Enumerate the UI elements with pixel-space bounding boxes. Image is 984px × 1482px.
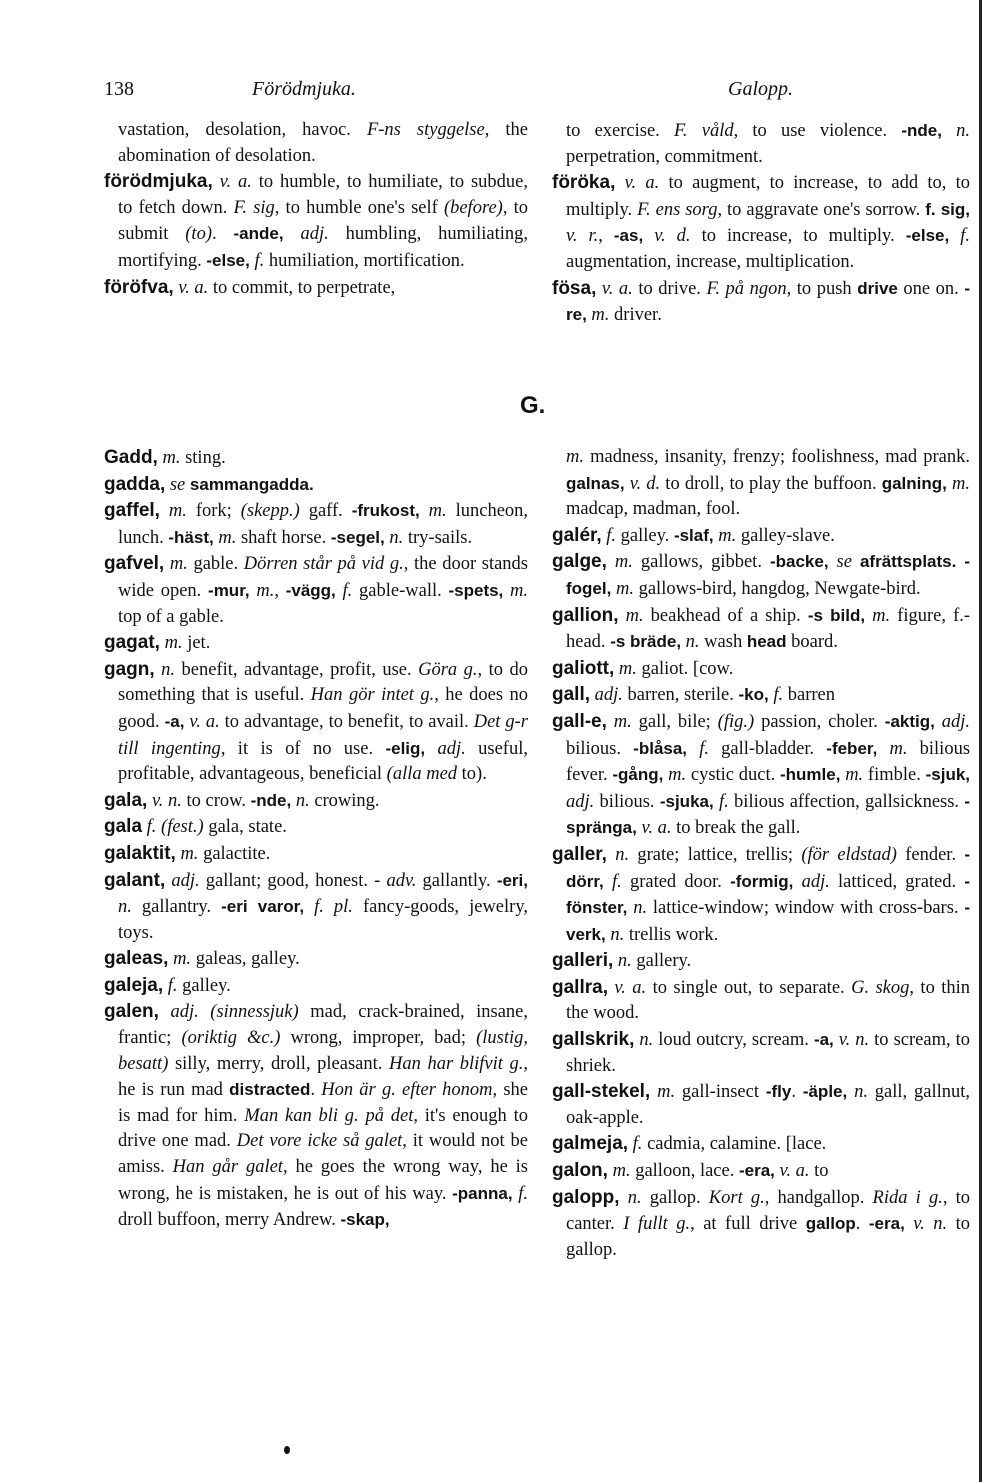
italic-run: m. bbox=[566, 447, 584, 467]
italic-run: adj. bbox=[171, 870, 200, 891]
sub-headword: -fogel, bbox=[566, 552, 971, 598]
headword: gala bbox=[104, 816, 143, 838]
left-running-head: Förödmjuka. bbox=[252, 78, 356, 100]
sub-headword: -sjuka, bbox=[659, 791, 714, 811]
dictionary-entry: gaffel, m. fork; (skepp.) gaff. -frukost, m. luncheon, lunch. -häst, m. shaft horse. -segel, n. try-sails. bbox=[104, 500, 529, 548]
sub-headword: -blåsa, bbox=[633, 738, 688, 758]
sub-headword: -else, bbox=[905, 226, 950, 246]
headword: gagat, bbox=[104, 632, 160, 654]
italic-run: v. n. bbox=[151, 790, 182, 811]
dictionary-entry: m. madness, insanity, frenzy; foolishness, mad prank. galnas, v. d. to droll, to play the buffoon. galning, m. madcap, madman, fool. bbox=[566, 447, 970, 520]
italic-run: m. bbox=[718, 525, 737, 546]
italic-run: f. bbox=[342, 580, 353, 601]
headword: galeas, bbox=[104, 948, 169, 970]
italic-run: v. n. bbox=[838, 1030, 870, 1051]
headword: Gadd, bbox=[104, 447, 158, 468]
italic-run: se bbox=[836, 552, 852, 573]
italic-run: Han har blifvit g. bbox=[389, 1053, 524, 1074]
dictionary-entry: galér, f. galley. -slaf, m. galley-slave. bbox=[552, 524, 835, 546]
headword: gall-stekel, bbox=[552, 1081, 651, 1103]
italic-run: m. bbox=[952, 473, 970, 494]
dictionary-entry: vastation, desolation, havoc. F-ns styggelse, the abomination of desolation. bbox=[118, 120, 528, 166]
sub-headword: -s bräde, bbox=[610, 632, 682, 652]
italic-run: m. bbox=[614, 552, 633, 573]
italic-run: se bbox=[169, 474, 186, 495]
sub-headword: -verk, bbox=[566, 898, 971, 944]
headword: galaktit, bbox=[104, 842, 176, 864]
headword: galon, bbox=[552, 1160, 608, 1182]
italic-run: adj. bbox=[566, 791, 595, 812]
italic-run: f. bbox=[254, 250, 265, 271]
headword: gallra, bbox=[552, 976, 608, 998]
italic-run: f. bbox=[518, 1183, 528, 1204]
italic-run: m. bbox=[625, 605, 644, 626]
headword: föröfva, bbox=[104, 276, 174, 298]
italic-run: m. bbox=[162, 448, 181, 468]
sub-headword: -aktig, bbox=[884, 711, 935, 731]
italic-run: (oriktig &c.) bbox=[181, 1028, 281, 1049]
italic-run: I fullt g. bbox=[623, 1214, 691, 1235]
sub-headword: -äple, bbox=[802, 1082, 848, 1102]
italic-run: adj. (sinnessjuk) bbox=[170, 1002, 299, 1023]
sub-headword: -eri varor, bbox=[221, 897, 305, 917]
italic-run: m. bbox=[256, 580, 275, 601]
italic-run: F. sig bbox=[233, 197, 275, 218]
headword: fösa, bbox=[552, 277, 597, 299]
italic-run: m. bbox=[168, 501, 187, 522]
italic-run: m. bbox=[657, 1082, 676, 1103]
sub-headword: -nde, bbox=[901, 121, 942, 140]
dictionary-entry: fösa, v. a. to drive. F. på ngon, to push drive one on. -re, m. driver. bbox=[552, 277, 971, 326]
sub-headword: -a, bbox=[164, 711, 185, 731]
dictionary-entry: föröfva, v. a. to commit, to perpetrate, bbox=[104, 276, 396, 298]
italic-run: m. bbox=[613, 711, 632, 732]
italic-run: m. bbox=[615, 578, 634, 599]
headword: gagn, bbox=[104, 658, 155, 680]
dictionary-entry: galen, adj. (sinnessjuk) mad, crack-brained, insane, frantic; (oriktig &c.) wrong, improper, bad; (lustig, besatt) silly, merry, droll, pleasant. Han har blifvit g., he is run mad distracted. Hon är g. efter honom, she is mad for him. Man kan bli g. på det, it's enough to drive one mad. Det vore icke så galet, it would not be amiss. Han går galet, he goes the wrong way, he is wrong, he is mistaken, he is out of his way. -panna, f. droll buffoon, merry Andrew. -skap, bbox=[104, 1001, 529, 1231]
dictionary-entry: galiott, m. galiot. [cow. bbox=[552, 657, 734, 679]
page-edge-rule bbox=[979, 0, 982, 1482]
italic-run: f. bbox=[167, 975, 178, 996]
dictionary-entry: galon, m. galloon, lace. -era, v. a. to bbox=[552, 1160, 829, 1182]
sub-headword: -dörr, bbox=[566, 844, 971, 891]
headword: gafvel, bbox=[104, 553, 165, 575]
italic-run: v. n. bbox=[913, 1214, 948, 1235]
sub-headword: -panna, bbox=[452, 1183, 513, 1203]
italic-run: n. bbox=[617, 951, 632, 972]
italic-run: m. bbox=[872, 605, 891, 626]
italic-run: f. bbox=[699, 738, 709, 759]
dictionary-entry: galopp, n. gallop. Kort g., handgallop. Rida i g., to canter. I fullt g., at full drive gallop. -era, v. n. to gallop. bbox=[552, 1186, 971, 1260]
italic-run: (alla med bbox=[386, 764, 458, 785]
italic-run: v. r. bbox=[566, 226, 599, 247]
italic-run: m. bbox=[668, 765, 687, 786]
sub-headword: f. sig, bbox=[925, 199, 970, 219]
headword: galleri, bbox=[552, 950, 614, 972]
section-letter: G. bbox=[520, 392, 546, 419]
sub-headword: -spets, bbox=[448, 580, 504, 600]
sub-headword: distracted bbox=[229, 1080, 311, 1100]
dictionary-entry: galleri, n. gallery. bbox=[552, 950, 692, 972]
italic-run: Han gör intet g. bbox=[310, 685, 435, 706]
dictionary-entry: Gadd, m. sting. bbox=[104, 447, 226, 468]
dictionary-entry: gagn, n. benefit, advantage, profit, use. Göra g., to do something that is useful. Han gör intet g., he does no good. -a, v. a. to advantage, to benefit, to avail. Det g-r till ingenting, it is of no use. -elig, adj. useful, profitable, advantageous, beneficial (alla med to). bbox=[104, 658, 529, 785]
italic-run: n. bbox=[956, 121, 971, 141]
headword: gallion, bbox=[552, 604, 619, 626]
headword: galopp, bbox=[552, 1186, 620, 1208]
italic-run: F. våld bbox=[674, 121, 734, 141]
dictionary-entry: to exercise. F. våld, to use violence. -nde, n. perpetration, commitment. bbox=[566, 121, 971, 167]
italic-run: m. bbox=[169, 554, 188, 575]
sub-headword: -feber, bbox=[826, 738, 878, 758]
italic-run: F. på ngon bbox=[706, 278, 787, 299]
italic-run: f. bbox=[960, 226, 971, 247]
sub-headword: -gång, bbox=[612, 765, 664, 785]
dictionary-entry: gafvel, m. gable. Dörren står på vid g., the door stands wide open. -mur, m., -vägg, f. gable-wall. -spets, m. top of a gable. bbox=[104, 553, 529, 627]
sub-headword: -sjuk, bbox=[925, 765, 971, 785]
italic-run: Man kan bli g. på det bbox=[244, 1105, 414, 1126]
sub-headword: -era, bbox=[868, 1214, 905, 1234]
dictionary-entry: galmeja, f. cadmia, calamine. [lace. bbox=[552, 1133, 827, 1155]
top-right-column bbox=[552, 118, 970, 329]
italic-run: Han går galet bbox=[172, 1157, 283, 1178]
sub-headword: -era, bbox=[738, 1161, 775, 1181]
sub-headword: -backe, bbox=[769, 552, 829, 572]
headword: förödmjuka, bbox=[104, 171, 213, 193]
italic-run: n. bbox=[610, 924, 625, 945]
headword: gadda, bbox=[104, 473, 166, 495]
italic-run: v. d. bbox=[654, 226, 691, 247]
sub-headword: -a, bbox=[813, 1030, 834, 1050]
italic-run: Dörren står på vid g. bbox=[243, 554, 404, 575]
sub-headword: -skap, bbox=[340, 1210, 390, 1230]
italic-run: n. bbox=[639, 1030, 654, 1051]
sub-headword: -as, bbox=[613, 226, 644, 246]
italic-run: m. bbox=[428, 501, 447, 522]
italic-run: v. a. bbox=[189, 711, 220, 732]
sub-headword: -spränga, bbox=[566, 791, 971, 838]
italic-run: m. bbox=[164, 633, 183, 654]
dictionary-entry: gall-e, m. gall, bile; (fig.) passion, choler. -aktig, adj. bilious. -blåsa, f. gall-bladder. -feber, m. bilious fever. -gång, m. cystic duct. -humle, m. fimble. -sjuk, adj. bilious. -sjuka, f. bilious affection, gallsickness. -spränga, v. a. to break the gall. bbox=[552, 710, 971, 839]
italic-run: n. bbox=[854, 1082, 868, 1103]
sub-headword: -frukost, bbox=[351, 501, 420, 521]
headword: galér, bbox=[552, 524, 602, 546]
headword: galmeja, bbox=[552, 1133, 629, 1155]
italic-run: (skepp.) bbox=[240, 501, 300, 522]
sub-headword: galning, bbox=[881, 473, 947, 493]
italic-run: v. a. bbox=[219, 172, 252, 193]
sub-headword: -häst, bbox=[168, 527, 214, 547]
sub-headword: sammangadda. bbox=[189, 474, 314, 494]
italic-run: m. bbox=[173, 949, 192, 970]
sub-headword: gallop bbox=[805, 1214, 856, 1234]
dictionary-entry: galeas, m. galeas, galley. bbox=[104, 948, 300, 970]
italic-run: f. bbox=[719, 791, 729, 812]
italic-run: Kort g. bbox=[708, 1187, 765, 1208]
italic-run: F. ens sorg bbox=[637, 199, 718, 220]
italic-run: f. pl. bbox=[314, 897, 353, 918]
italic-run: m. bbox=[591, 305, 610, 326]
italic-run: n. bbox=[161, 659, 176, 680]
italic-run: n. bbox=[118, 897, 132, 918]
italic-run: (fig.) bbox=[717, 711, 755, 732]
italic-run: f. bbox=[612, 871, 622, 892]
italic-run: v. a. bbox=[178, 277, 209, 298]
sub-headword: -ande, bbox=[233, 224, 284, 244]
sub-headword: -eri, bbox=[496, 870, 528, 890]
dictionary-entry: galeja, f. galley. bbox=[104, 974, 231, 996]
italic-run: m. bbox=[889, 738, 908, 759]
dictionary-entry: gallion, m. beakhead of a ship. -s bild, m. figure, f.-head. -s bräde, n. wash head board. bbox=[552, 604, 971, 653]
italic-run: G. skog bbox=[851, 977, 910, 998]
italic-run: v. a. bbox=[601, 278, 633, 299]
dictionary-entry: föröka, v. a. to augment, to increase, to add to, to multiply. F. ens sorg, to aggravate one's sorrow. f. sig, v. r., -as, v. d. to increase, to multiply. -else, f. augmentation, increase, multiplication. bbox=[552, 172, 971, 272]
headword: gala, bbox=[104, 789, 148, 811]
italic-run: v. a. bbox=[614, 977, 647, 998]
sub-headword: -ko, bbox=[738, 685, 769, 705]
bottom-left-column bbox=[104, 445, 528, 1234]
dictionary-entry: gallra, v. a. to single out, to separate. G. skog, to thin the wood. bbox=[552, 976, 971, 1024]
headword: gall, bbox=[552, 684, 591, 706]
italic-run: Rida i g. bbox=[872, 1187, 943, 1208]
sub-headword: -vägg, bbox=[285, 580, 336, 600]
italic-run: v. a. bbox=[779, 1161, 810, 1182]
italic-run: adj. bbox=[941, 711, 971, 732]
sub-headword: -segel, bbox=[330, 527, 385, 547]
italic-run: Göra g. bbox=[418, 659, 478, 680]
ink-speck bbox=[284, 1446, 290, 1454]
bottom-right-column bbox=[552, 445, 970, 1263]
italic-run: v. a. bbox=[641, 818, 672, 839]
italic-run: adj. bbox=[594, 685, 623, 706]
dictionary-entry: gala, v. n. to crow. -nde, n. crowing. bbox=[104, 789, 380, 811]
italic-run: n. bbox=[685, 632, 700, 653]
sub-headword: -humle, bbox=[779, 765, 841, 785]
sub-headword: -slaf, bbox=[673, 525, 714, 545]
sub-headword: -mur, bbox=[208, 580, 250, 600]
dictionary-entry: gagat, m. jet. bbox=[104, 632, 211, 654]
sub-headword: -s bild, bbox=[807, 605, 866, 625]
italic-run: v. d. bbox=[629, 473, 661, 494]
top-left-column bbox=[104, 118, 528, 301]
italic-run: n. bbox=[627, 1187, 642, 1208]
italic-run: m. bbox=[218, 527, 237, 548]
italic-run: m. bbox=[510, 580, 529, 601]
italic-run: Hon är g. efter honom bbox=[321, 1080, 493, 1101]
right-running-head: Galopp. bbox=[728, 78, 793, 100]
headword: galen, bbox=[104, 1001, 159, 1023]
italic-run: f. (fest.) bbox=[146, 817, 204, 838]
italic-run: f. bbox=[632, 1134, 643, 1155]
sub-headword: -fly bbox=[765, 1082, 792, 1102]
sub-headword: galnas, bbox=[566, 473, 625, 493]
sub-headword: head bbox=[746, 632, 787, 652]
headword: galiott, bbox=[552, 657, 615, 679]
italic-run: F-ns styggelse bbox=[366, 120, 485, 140]
sub-headword: afrättsplats. bbox=[859, 552, 957, 572]
italic-run: (to) bbox=[185, 224, 212, 245]
headword: gaffel, bbox=[104, 500, 160, 522]
italic-run: Det vore icke så galet bbox=[236, 1131, 403, 1152]
italic-run: f. bbox=[773, 685, 784, 706]
italic-run: adj. bbox=[300, 224, 329, 245]
italic-run: adj. bbox=[437, 738, 466, 759]
headword: galeja, bbox=[104, 974, 164, 996]
headword: gall-e, bbox=[552, 710, 607, 732]
dictionary-entry: galant, adj. gallant; good, honest. - adv. gallantly. -eri, n. gallantry. -eri varor, f. pl. fancy-goods, jewelry, toys. bbox=[104, 869, 528, 943]
sub-headword: -formig, bbox=[730, 871, 794, 891]
headword: föröka, bbox=[552, 172, 616, 194]
dictionary-entry: gall, adj. barren, sterile. -ko, f. barren bbox=[552, 684, 835, 706]
italic-run: (för eldstad) bbox=[801, 844, 897, 865]
dictionary-entry: gall-stekel, m. gall-insect -fly. -äple, n. gall, gallnut, oak-apple. bbox=[552, 1081, 971, 1128]
italic-run: n. bbox=[295, 790, 310, 811]
headword: galant, bbox=[104, 869, 166, 891]
italic-run: (lustig, besatt) bbox=[118, 1028, 528, 1074]
sub-headword: drive bbox=[857, 278, 898, 298]
dictionary-entry: förödmjuka, v. a. to humble, to humiliate, to subdue, to fetch down. F. sig, to humble one's self (before), to submit (to). -ande, adj. humbling, humiliating, mortifying. -else, f. humiliation, mortification. bbox=[104, 171, 529, 271]
italic-run: n. bbox=[615, 844, 630, 865]
headword: galge, bbox=[552, 551, 607, 573]
sub-headword: -elig, bbox=[385, 738, 426, 758]
dictionary-entry: gala f. (fest.) gala, state. bbox=[104, 816, 287, 838]
italic-run: n. bbox=[389, 527, 404, 548]
italic-run: n. bbox=[633, 898, 648, 919]
italic-run: m. bbox=[845, 765, 864, 786]
sub-headword: -nde, bbox=[250, 790, 292, 810]
dictionary-entry: galaktit, m. galactite. bbox=[104, 842, 271, 864]
headword: galler, bbox=[552, 843, 607, 865]
dictionary-entry: galge, m. gallows, gibbet. -backe, se afrättsplats. -fogel, m. gallows-bird, hangdog, Newgate-bird. bbox=[552, 551, 971, 599]
headword: gallskrik, bbox=[552, 1029, 635, 1051]
sub-headword: -else, bbox=[206, 250, 250, 270]
dictionary-entry bbox=[104, 472, 528, 499]
italic-run: adj. bbox=[801, 871, 830, 892]
italic-run: m. bbox=[180, 843, 199, 864]
italic-run: (before) bbox=[443, 197, 503, 218]
italic-run: f. bbox=[606, 525, 617, 546]
italic-run: adv. bbox=[386, 870, 417, 891]
dictionary-entry: galler, n. grate; lattice, trellis; (för eldstad) fender. -dörr, f. grated door. -formig, adj. latticed, grated. -fönster, n. lattice-window; window with cross-bars. -verk, n. trellis work. bbox=[552, 843, 971, 945]
italic-run: v. a. bbox=[624, 173, 660, 194]
sub-headword: -re, bbox=[566, 278, 971, 325]
page-number: 138 bbox=[104, 78, 134, 100]
sub-headword: -fönster, bbox=[566, 871, 971, 918]
dictionary-entry: gallskrik, n. loud outcry, scream. -a, v. n. to scream, to shriek. bbox=[552, 1029, 970, 1076]
italic-run: m. bbox=[618, 658, 637, 679]
italic-run: Det g-r till ingenting bbox=[118, 711, 529, 759]
italic-run: m. bbox=[612, 1161, 631, 1182]
